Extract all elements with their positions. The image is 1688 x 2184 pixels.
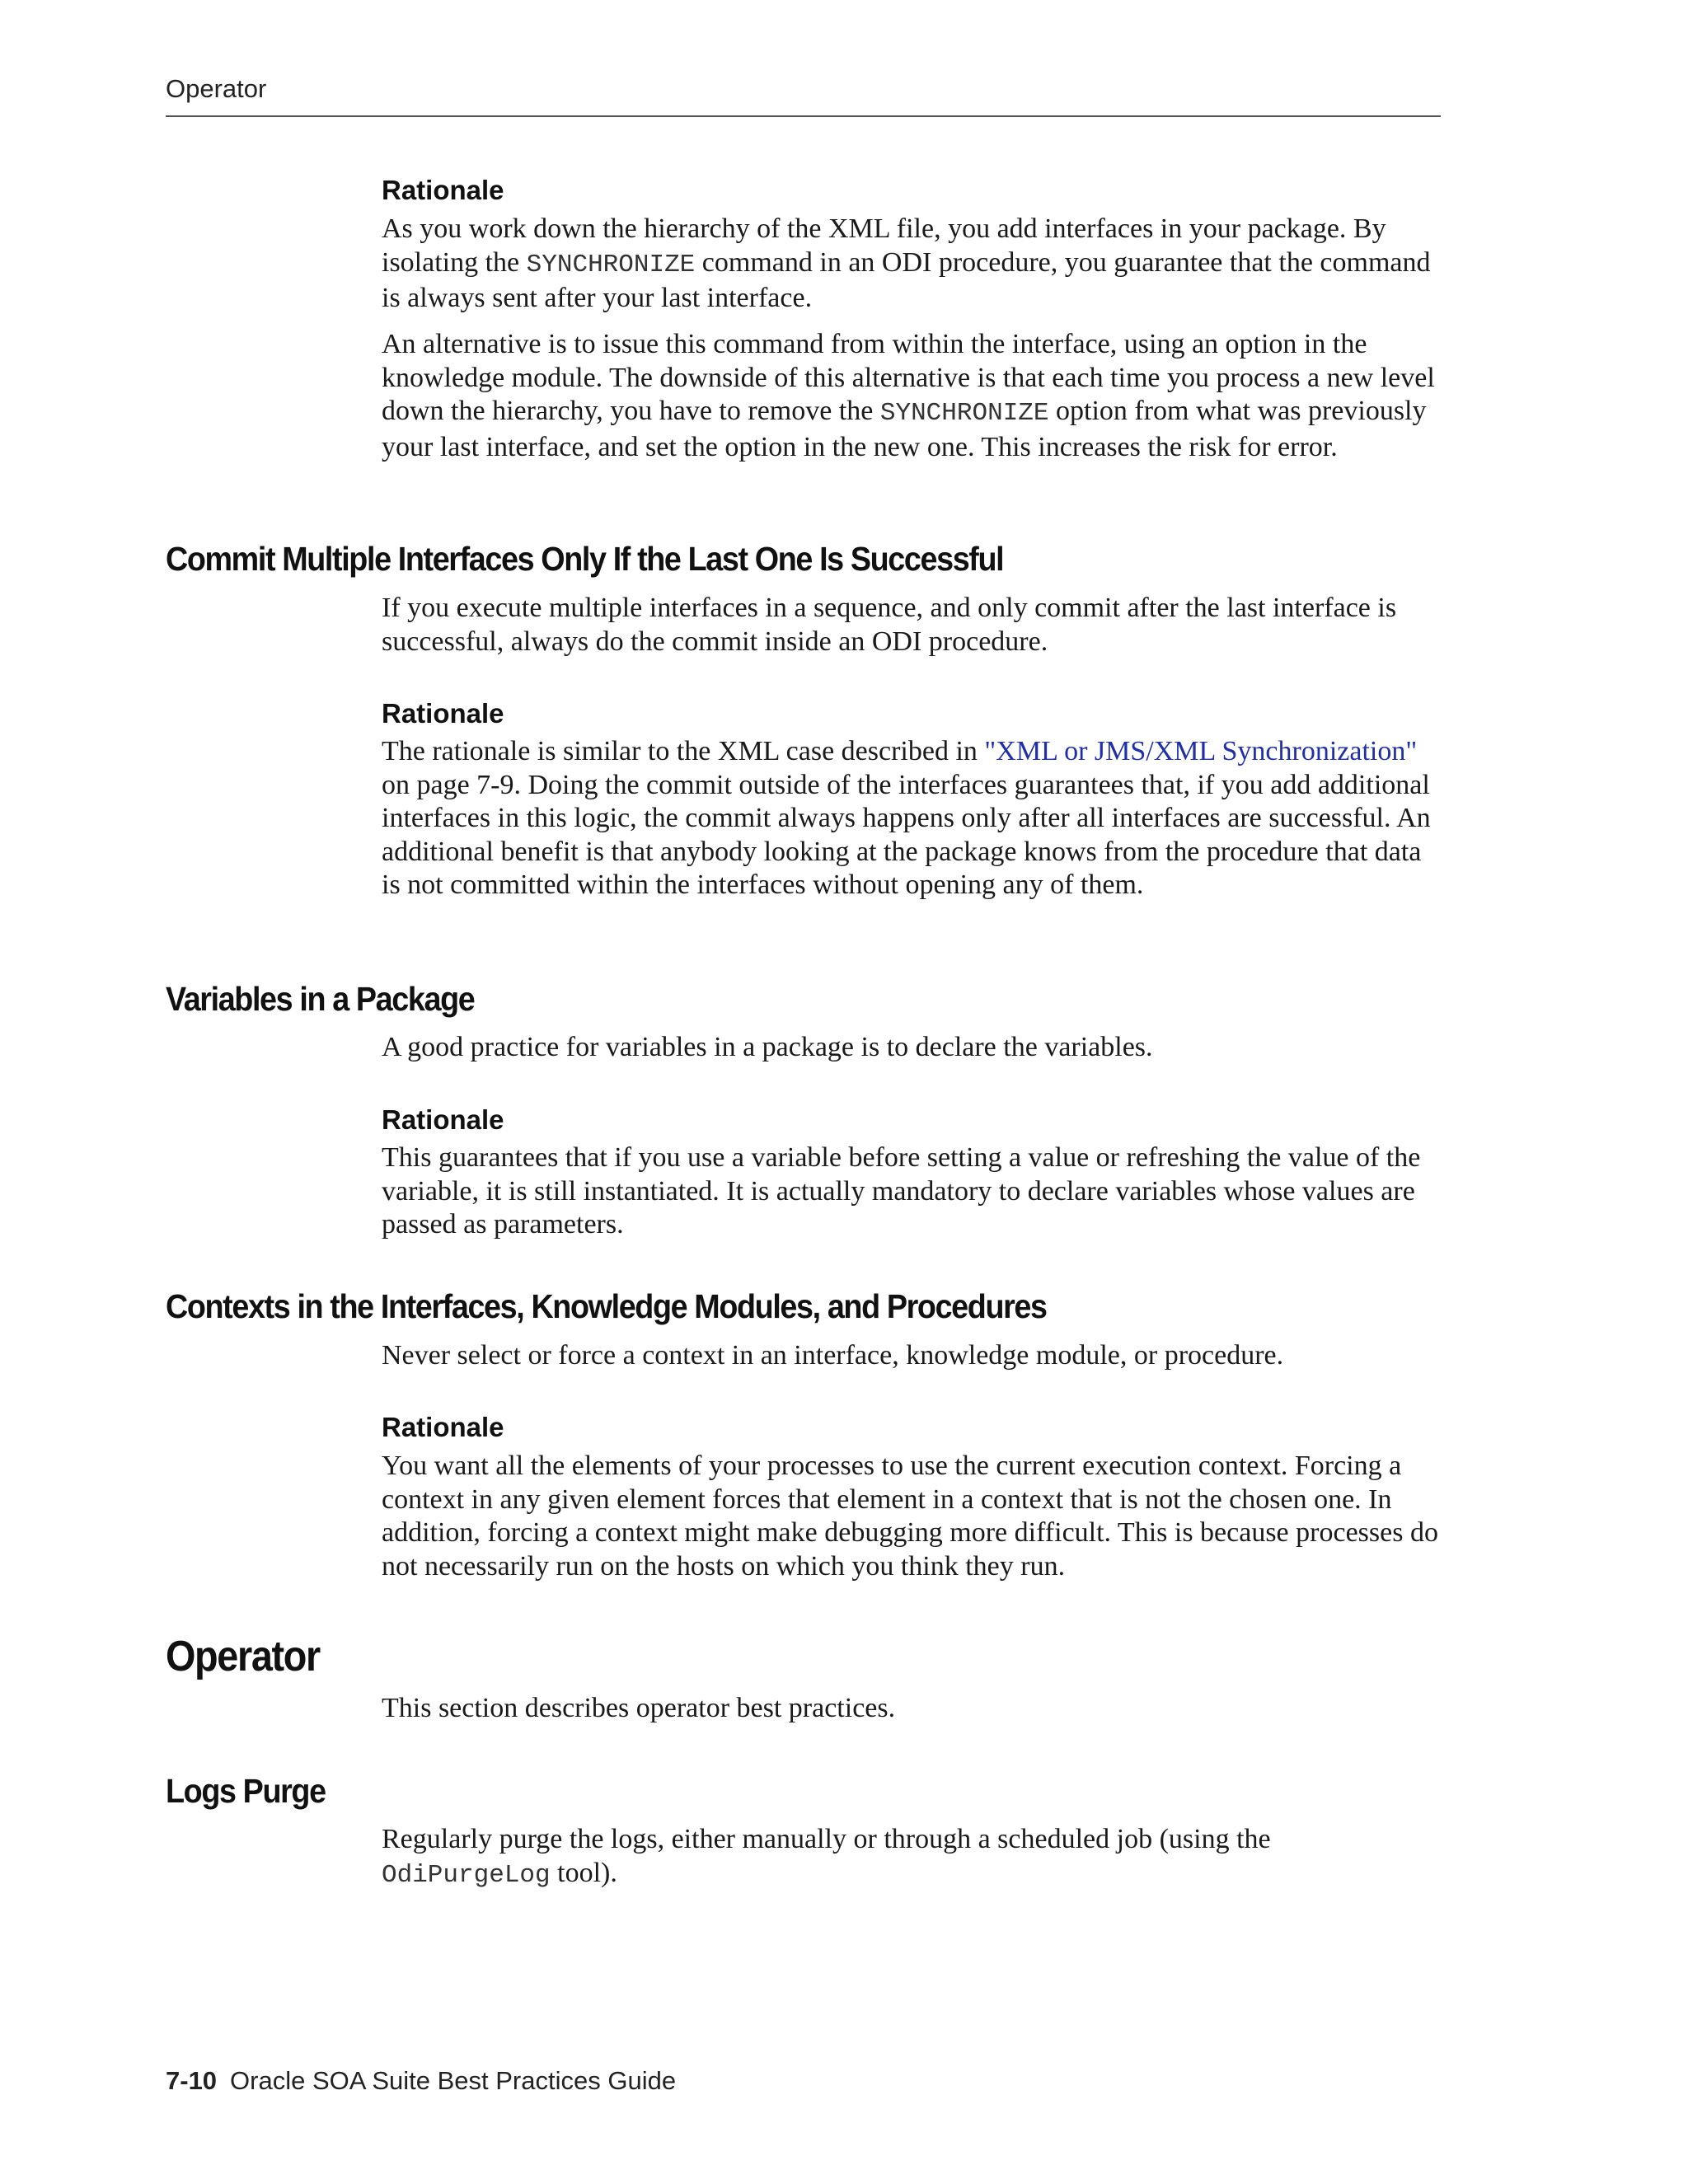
paragraph <box>382 735 1445 902</box>
code-synchronize: SYNCHRONIZE <box>879 399 1049 428</box>
rationale-heading: Rationale <box>382 175 504 205</box>
text-run: An alternative is to issue this command from within the interface, using an option in the knowledge module. The downside of this alternative is that each time you process a new level down the hierarchy, you have to remove the <box>382 329 1435 426</box>
paragraph: This guarantees that if you use a variable before setting a value or refreshing the value of the variable, it is still instantiated. It is actually mandatory to declare variables whose values are passed as parameters. <box>382 1142 1421 1240</box>
paragraph: Never select or force a context in an interface, knowledge module, or procedure. <box>382 1340 1284 1371</box>
text-run: option from what was previously your last interface, and set the option in the new one. This increases the risk for error. <box>382 396 1427 462</box>
paragraph <box>382 213 1445 316</box>
page-footer <box>166 2066 676 2096</box>
rationale-heading: Rationale <box>382 1412 504 1442</box>
section-heading-logs-purge: Logs Purge <box>166 1772 326 1810</box>
rationale-heading: Rationale <box>382 1104 504 1135</box>
paragraph <box>382 328 1445 464</box>
code-synchronize: SYNCHRONIZE <box>526 250 696 279</box>
text-run: Regularly purge the logs, either manually or through a scheduled job (using the <box>382 1824 1271 1854</box>
header-divider <box>166 115 1441 117</box>
text-run: tool). <box>550 1857 617 1888</box>
paragraph: If you execute multiple interfaces in a sequence, and only commit after the last interface is successful, always do the commit inside an ODI procedure. <box>382 593 1397 657</box>
paragraph: You want all the elements of your processes to use the current execution context. Forcing a context in any given element forces that element in a context that is not the chosen one. In addition, forcing a context might make debugging more difficult. This is because processes do not necessarily run on the hosts on which you think they run. <box>382 1451 1438 1582</box>
section-heading-operator: Operator <box>166 1633 320 1680</box>
section-heading-commit: Commit Multiple Interfaces Only If the Last One Is Successful <box>166 540 1004 578</box>
paragraph: This section describes operator best practices. <box>382 1693 896 1723</box>
section-heading-contexts: Contexts in the Interfaces, Knowledge Modules, and Procedures <box>166 1287 1047 1325</box>
cross-reference-link[interactable]: "XML or JMS/XML Synchronization" <box>984 736 1418 766</box>
paragraph <box>382 1823 1445 1892</box>
text-run: on page 7-9. Doing the commit outside of the interfaces guarantees that, if you add additional interfaces in this logic, the commit always happens only after all interfaces are successful. An additional benefit is that anybody looking at the package knows from the procedure that data is not committed within the interfaces without opening any of them. <box>382 769 1431 900</box>
page-number: 7-10 <box>166 2066 218 2095</box>
section-heading-variables: Variables in a Package <box>166 980 475 1018</box>
code-odipurgelog: OdiPurgeLog <box>382 1860 551 1890</box>
text-run: The rationale is similar to the XML case described in <box>382 736 985 766</box>
running-header: Operator <box>166 74 267 103</box>
book-title: Oracle SOA Suite Best Practices Guide <box>230 2066 677 2095</box>
text-run: As you work down the hierarchy of the XML file, you add interfaces in your package. By isolating the <box>382 213 1386 278</box>
paragraph: A good practice for variables in a package is to declare the variables. <box>382 1032 1153 1062</box>
rationale-heading: Rationale <box>382 698 504 729</box>
text-run: command in an ODI procedure, you guarantee that the command is always sent after your last interface. <box>382 246 1431 313</box>
